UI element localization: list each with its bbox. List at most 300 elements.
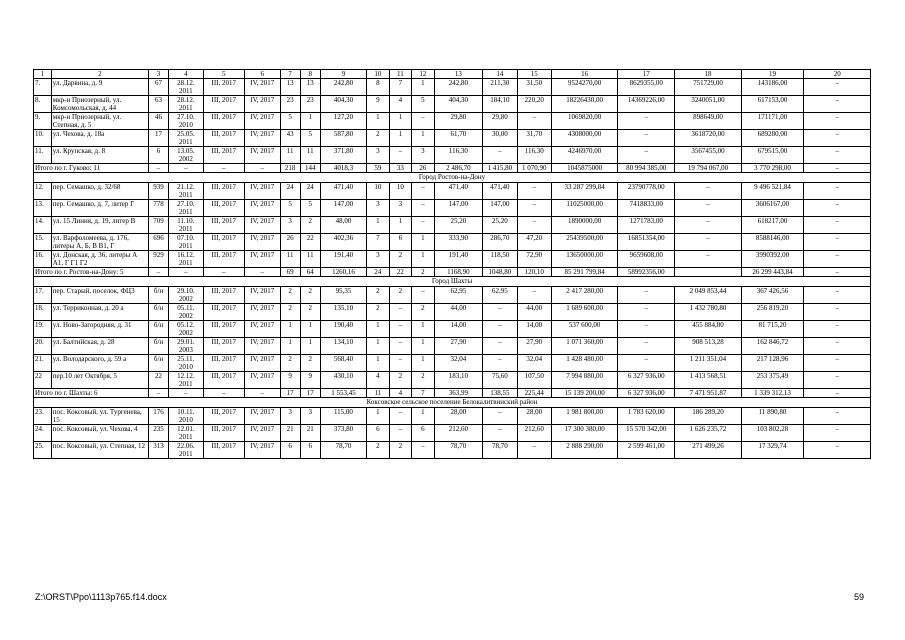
subtotal-label: Итого по г. Шахты: 6	[34, 389, 149, 398]
table-cell: 15.	[34, 234, 52, 251]
table-cell: 778	[148, 200, 168, 217]
subtotal-cell: 1 339 312,13	[741, 389, 804, 398]
table-cell: 27,90	[434, 338, 483, 355]
table-cell: 3	[367, 251, 390, 268]
subtotal-cell: 2 486,70	[434, 164, 483, 173]
subtotal-cell: –	[804, 164, 871, 173]
table-cell: –	[483, 355, 517, 372]
table-cell: III, 2017	[203, 338, 244, 355]
table-row	[34, 321, 871, 338]
subtotal-label: Итого по г. Гуково: 11	[34, 164, 149, 173]
table-cell: 17 300 380,00	[551, 425, 617, 442]
table-cell: 25.	[34, 442, 52, 459]
section-heading-row	[34, 398, 871, 408]
table-cell: 2	[367, 130, 390, 147]
table-cell: 11	[280, 251, 300, 268]
table-cell: 16.12. 2011	[169, 251, 203, 268]
table-cell: 14,00	[517, 321, 551, 338]
table-cell: –	[517, 183, 551, 200]
table-cell: –	[483, 338, 517, 355]
table-cell: –	[412, 217, 435, 234]
subtotal-cell: 26 299 443,84	[741, 268, 804, 277]
table-cell: 28.12. 2011	[169, 79, 203, 96]
subtotal-cell: 59	[367, 164, 390, 173]
table-cell: 67	[148, 79, 168, 96]
table-row	[34, 251, 871, 268]
table-cell: 2	[412, 372, 435, 389]
table-cell: 115,00	[320, 408, 366, 425]
address-cell: пер.10 лет Октября, 5	[51, 372, 148, 389]
table-cell: IV, 2017	[244, 96, 280, 113]
table-cell: 1	[412, 234, 435, 251]
table-cell: 23	[280, 96, 300, 113]
address-cell: мкр-н Приозерный, ул. Комсомольская, д. 44	[51, 96, 148, 113]
table-cell: 7 994 880,00	[551, 372, 617, 389]
table-cell: IV, 2017	[244, 321, 280, 338]
column-number-cell: 3	[148, 70, 168, 79]
table-cell: 6	[367, 425, 390, 442]
table-cell: 116,30	[517, 147, 551, 164]
table-cell: III, 2017	[203, 355, 244, 372]
table-cell: 212,60	[517, 425, 551, 442]
table-cell: –	[804, 287, 871, 304]
table-cell: 81 715,20	[741, 321, 804, 338]
table-cell: 13.	[34, 200, 52, 217]
subtotal-cell: 1048,80	[483, 268, 517, 277]
table-cell: –	[389, 338, 412, 355]
table-cell: 242,80	[434, 79, 483, 96]
table-cell: IV, 2017	[244, 338, 280, 355]
table-cell: –	[675, 217, 741, 234]
table-cell: III, 2017	[203, 113, 244, 130]
table-cell: –	[804, 96, 871, 113]
table-cell: –	[804, 200, 871, 217]
table-cell: 939	[148, 183, 168, 200]
table-cell: –	[517, 442, 551, 459]
table-cell: –	[618, 113, 675, 130]
column-number-cell: 9	[320, 70, 366, 79]
table-cell: 235	[148, 425, 168, 442]
table-cell: 6	[300, 442, 320, 459]
section-heading: Город Ростов-на-Дону	[34, 173, 871, 183]
table-cell: 2	[280, 355, 300, 372]
subtotal-cell: 1 553,45	[320, 389, 366, 398]
table-cell: III, 2017	[203, 304, 244, 321]
table-cell: –	[804, 355, 871, 372]
subtotal-row	[34, 389, 871, 398]
table-cell: б/н	[148, 304, 168, 321]
subtotal-cell: 120,10	[517, 268, 551, 277]
column-number-cell: 20	[804, 70, 871, 79]
subtotal-cell: 24	[367, 268, 390, 277]
table-cell: 402,36	[320, 234, 366, 251]
table-cell: 2	[300, 217, 320, 234]
table-cell: 929	[148, 251, 168, 268]
table-cell: 9	[300, 372, 320, 389]
table-cell: 14.	[34, 217, 52, 234]
column-number-cell: 6	[244, 70, 280, 79]
table-cell: 44,00	[434, 304, 483, 321]
table-cell: 05.12. 2002	[169, 321, 203, 338]
table-cell: 48,00	[320, 217, 366, 234]
table-cell: 47,20	[517, 234, 551, 251]
table-cell: 220,20	[517, 96, 551, 113]
housing-register-table	[33, 69, 871, 459]
table-cell: 78,70	[483, 442, 517, 459]
table-cell: 107,50	[517, 372, 551, 389]
column-number-cell: 8	[300, 70, 320, 79]
column-number-cell: 12	[412, 70, 435, 79]
table-cell: 25439500,00	[551, 234, 617, 251]
table-cell: 1	[300, 338, 320, 355]
table-cell: 6	[389, 234, 412, 251]
table-cell: 8	[367, 79, 390, 96]
table-row	[34, 79, 871, 96]
table-cell: –	[483, 425, 517, 442]
table-cell: –	[483, 321, 517, 338]
table-cell: б/н	[148, 321, 168, 338]
table-cell: 21.12. 2011	[169, 183, 203, 200]
table-cell: 6	[148, 147, 168, 164]
table-cell: 2 888 290,00	[551, 442, 617, 459]
table-row	[34, 287, 871, 304]
table-cell: 7.	[34, 79, 52, 96]
table-cell: –	[389, 304, 412, 321]
table-cell: 217 128,96	[741, 355, 804, 372]
table-cell: 271 499,26	[675, 442, 741, 459]
table-row	[34, 442, 871, 459]
table-cell: 32,04	[434, 355, 483, 372]
table-cell: 118,50	[483, 251, 517, 268]
column-number-cell: 4	[169, 70, 203, 79]
table-cell: –	[618, 321, 675, 338]
table-cell: 6 327 936,00	[618, 372, 675, 389]
table-cell: 9	[280, 372, 300, 389]
table-cell: 3	[367, 147, 390, 164]
subtotal-cell: 22	[389, 268, 412, 277]
subtotal-cell: 4018,3	[320, 164, 366, 173]
table-cell: 1	[367, 217, 390, 234]
table-cell: 25,20	[483, 217, 517, 234]
address-cell: пос. Коксовый, ул. Чехова, 4	[51, 425, 148, 442]
subtotal-cell: 144	[300, 164, 320, 173]
table-cell: –	[517, 200, 551, 217]
table-cell: 404,30	[320, 96, 366, 113]
table-cell: 21.	[34, 355, 52, 372]
table-cell: –	[389, 355, 412, 372]
table-cell: 2	[389, 442, 412, 459]
column-number-cell: 18	[675, 70, 741, 79]
table-cell: 2 599 461,00	[618, 442, 675, 459]
subtotal-row	[34, 268, 871, 277]
table-cell: IV, 2017	[244, 355, 280, 372]
table-cell: 898649,00	[675, 113, 741, 130]
table-cell: 751729,00	[675, 79, 741, 96]
column-number-row	[34, 70, 871, 79]
table-cell: –	[675, 200, 741, 217]
table-row	[34, 217, 871, 234]
table-cell: 75,60	[483, 372, 517, 389]
table-cell: 4246970,00	[551, 147, 617, 164]
subtotal-cell: 4	[389, 389, 412, 398]
subtotal-cell: 1260,16	[320, 268, 366, 277]
table-cell: IV, 2017	[244, 287, 280, 304]
table-cell: 23.	[34, 408, 52, 425]
table-cell: 103 802,28	[741, 425, 804, 442]
table-cell: 1 689 600,00	[551, 304, 617, 321]
table-cell: 256 819,20	[741, 304, 804, 321]
table-cell: 1 071 360,00	[551, 338, 617, 355]
table-cell: 2	[300, 304, 320, 321]
table-cell: б/н	[148, 355, 168, 372]
table-cell: 908 513,28	[675, 338, 741, 355]
table-row	[34, 234, 871, 251]
table-cell: –	[389, 321, 412, 338]
table-cell: 9524270,00	[551, 79, 617, 96]
address-cell: ул. Крупская, д. 8	[51, 147, 148, 164]
table-cell: 1 783 620,00	[618, 408, 675, 425]
table-cell: 1271783,00	[618, 217, 675, 234]
table-cell: III, 2017	[203, 183, 244, 200]
subtotal-cell: 2	[412, 268, 435, 277]
subtotal-cell: –	[169, 389, 203, 398]
subtotal-cell: –	[244, 164, 280, 173]
table-cell: 2	[280, 304, 300, 321]
table-cell: 211,30	[483, 79, 517, 96]
subtotal-cell: 11	[367, 389, 390, 398]
table-cell: 171171,00	[741, 113, 804, 130]
table-cell: –	[517, 217, 551, 234]
table-cell: 183,10	[434, 372, 483, 389]
table-cell: 29,80	[434, 113, 483, 130]
table-cell: 7418833,00	[618, 200, 675, 217]
table-cell: III, 2017	[203, 372, 244, 389]
table-cell: 13	[300, 79, 320, 96]
table-cell: 5	[412, 96, 435, 113]
table-cell: 25.05. 2011	[169, 130, 203, 147]
table-cell: 11025000,00	[551, 200, 617, 217]
table-cell: 22	[34, 372, 52, 389]
table-cell: 3	[389, 200, 412, 217]
table-cell: 2	[300, 287, 320, 304]
table-cell: IV, 2017	[244, 147, 280, 164]
table-cell: 147,00	[434, 200, 483, 217]
table-cell: IV, 2017	[244, 251, 280, 268]
document-file-path: Z:\ORST\Ppo\1113p765.f14.docx	[35, 592, 167, 602]
table-cell: –	[618, 338, 675, 355]
table-cell: 29.10. 2002	[169, 287, 203, 304]
table-cell: 1	[280, 338, 300, 355]
subtotal-cell: –	[244, 268, 280, 277]
table-cell: 147,00	[320, 200, 366, 217]
table-cell: IV, 2017	[244, 304, 280, 321]
table-cell: 8629355,00	[618, 79, 675, 96]
subtotal-cell: 26	[412, 164, 435, 173]
table-cell: 1	[412, 251, 435, 268]
table-cell: 11	[280, 147, 300, 164]
table-cell: III, 2017	[203, 217, 244, 234]
table-cell: –	[675, 251, 741, 268]
table-cell: 3567455,00	[675, 147, 741, 164]
table-cell: 44,00	[517, 304, 551, 321]
table-cell: 333,90	[434, 234, 483, 251]
table-cell: 18.	[34, 304, 52, 321]
table-cell: 2	[412, 304, 435, 321]
table-cell: III, 2017	[203, 200, 244, 217]
table-cell: 143186,00	[741, 79, 804, 96]
subtotal-cell: 17	[280, 389, 300, 398]
table-cell: 14,00	[434, 321, 483, 338]
table-cell: 176	[148, 408, 168, 425]
table-cell: 9 496 521,84	[741, 183, 804, 200]
table-cell: 13650000,00	[551, 251, 617, 268]
table-cell: 617153,00	[741, 96, 804, 113]
table-row	[34, 113, 871, 130]
table-cell: 2	[389, 251, 412, 268]
table-row	[34, 200, 871, 217]
table-cell: IV, 2017	[244, 183, 280, 200]
table-cell: 13.05. 2002	[169, 147, 203, 164]
table-cell: –	[618, 147, 675, 164]
table-cell: 10.	[34, 130, 52, 147]
table-cell: –	[389, 147, 412, 164]
table-cell: 5	[280, 113, 300, 130]
table-cell: 1	[412, 79, 435, 96]
table-cell: 2	[367, 287, 390, 304]
table-cell: IV, 2017	[244, 113, 280, 130]
table-cell: 709	[148, 217, 168, 234]
table-cell: 27,90	[517, 338, 551, 355]
table-cell: –	[483, 408, 517, 425]
table-cell: 30,00	[483, 130, 517, 147]
table-cell: –	[804, 234, 871, 251]
table-cell: 1	[412, 338, 435, 355]
table-cell: 29,80	[483, 113, 517, 130]
table-cell: 22	[300, 234, 320, 251]
table-cell: 78,70	[320, 442, 366, 459]
section-heading-row	[34, 173, 871, 183]
table-cell: 9.	[34, 113, 52, 130]
table-cell: 1	[367, 338, 390, 355]
subtotal-cell: –	[203, 164, 244, 173]
table-row	[34, 183, 871, 200]
address-cell: ул. Чехова, д. 18а	[51, 130, 148, 147]
table-cell: 22	[148, 372, 168, 389]
address-cell: ул. Терриконная, д. 20 а	[51, 304, 148, 321]
address-cell: пер. Старый, поселок, ФЦ3	[51, 287, 148, 304]
table-cell: 4	[389, 96, 412, 113]
table-cell: IV, 2017	[244, 217, 280, 234]
column-number-cell: 5	[203, 70, 244, 79]
table-cell: –	[618, 355, 675, 372]
address-cell: ул. Балтийская, д. 28	[51, 338, 148, 355]
table-cell: 07.10. 2011	[169, 234, 203, 251]
subtotal-cell: 7	[412, 389, 435, 398]
register-table-container	[33, 69, 871, 459]
table-cell: 24	[300, 183, 320, 200]
table-cell: 1069820,00	[551, 113, 617, 130]
subtotal-cell: 1 415,80	[483, 164, 517, 173]
table-cell: 24	[280, 183, 300, 200]
table-cell: 15 570 342,00	[618, 425, 675, 442]
table-cell: 78,70	[434, 442, 483, 459]
column-number-cell: 17	[618, 70, 675, 79]
table-cell: 9659608,00	[618, 251, 675, 268]
table-cell: –	[483, 147, 517, 164]
table-cell: 471,40	[320, 183, 366, 200]
table-cell: 135,10	[320, 304, 366, 321]
column-number-cell: 1	[34, 70, 52, 79]
table-cell: 5	[280, 200, 300, 217]
table-cell: 6	[412, 425, 435, 442]
table-cell: 1	[412, 130, 435, 147]
table-cell: 1	[389, 130, 412, 147]
table-cell: 23790778,00	[618, 183, 675, 200]
table-cell: 12.01. 2011	[169, 425, 203, 442]
table-cell: III, 2017	[203, 442, 244, 459]
table-cell: 2	[389, 372, 412, 389]
table-cell: 696	[148, 234, 168, 251]
table-cell: 242,80	[320, 79, 366, 96]
table-cell: 455 884,80	[675, 321, 741, 338]
table-cell: 4	[367, 372, 390, 389]
table-cell: 116,30	[434, 147, 483, 164]
section-heading: Коксовское сельское поселение Белокалитвинский район	[34, 398, 871, 408]
subtotal-cell: –	[804, 268, 871, 277]
table-cell: 95,35	[320, 287, 366, 304]
subtotal-cell: 69	[280, 268, 300, 277]
subtotal-cell: 64	[300, 268, 320, 277]
table-cell: 9	[367, 96, 390, 113]
table-cell: 186 289,20	[675, 408, 741, 425]
table-cell: –	[675, 183, 741, 200]
table-cell: 286,70	[483, 234, 517, 251]
table-cell: 1	[367, 408, 390, 425]
table-cell: 23	[300, 96, 320, 113]
table-cell: 11.	[34, 147, 52, 164]
table-cell: 27.10. 2010	[169, 113, 203, 130]
table-cell: 212,60	[434, 425, 483, 442]
table-cell: 404,30	[434, 96, 483, 113]
table-cell: IV, 2017	[244, 200, 280, 217]
table-cell: 2 417 280,00	[551, 287, 617, 304]
address-cell: ул. 15 Линия, д. 19, литер В	[51, 217, 148, 234]
table-cell: 1	[412, 355, 435, 372]
table-cell: –	[804, 147, 871, 164]
table-cell: –	[804, 338, 871, 355]
subtotal-cell: 7 471 951,87	[675, 389, 741, 398]
table-cell: III, 2017	[203, 130, 244, 147]
subtotal-cell: 6 327 936,00	[618, 389, 675, 398]
address-cell: мкр-н Приозерный, ул. Степная, д. 5	[51, 113, 148, 130]
table-row	[34, 147, 871, 164]
table-cell: 1 428 480,00	[551, 355, 617, 372]
table-cell: 13	[280, 79, 300, 96]
table-cell: 1 626 235,72	[675, 425, 741, 442]
table-cell: 12.12. 2011	[169, 372, 203, 389]
table-cell: 8.	[34, 96, 52, 113]
table-cell: 618217,00	[741, 217, 804, 234]
table-cell: III, 2017	[203, 425, 244, 442]
table-cell: 16851354,00	[618, 234, 675, 251]
table-cell: б/н	[148, 287, 168, 304]
table-row	[34, 304, 871, 321]
table-cell: 31,70	[517, 130, 551, 147]
subtotal-cell: –	[203, 268, 244, 277]
table-cell: –	[804, 217, 871, 234]
address-cell: ул. Варфоломеева, д. 176, литеры А, Б, В В1, Г	[51, 234, 148, 251]
table-cell: 10.11. 2010	[169, 408, 203, 425]
